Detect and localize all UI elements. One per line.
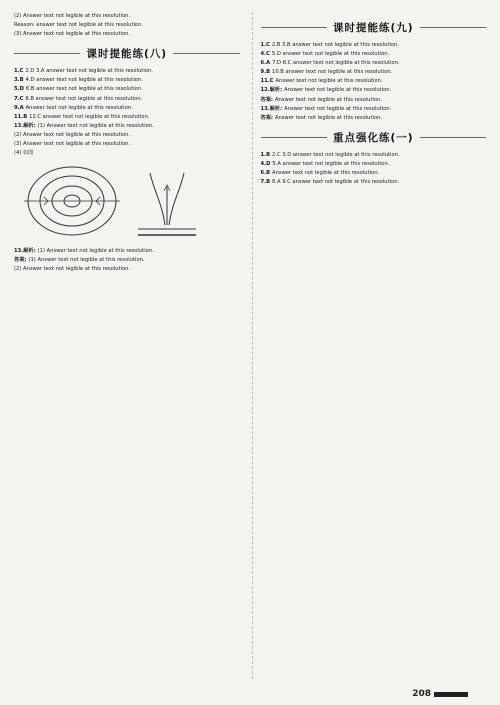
question-number: 4.D <box>260 160 271 167</box>
question-number: 答案: <box>260 114 273 121</box>
answer-text: (2) Answer text not legible at this resolution. <box>14 266 131 273</box>
answer-paragraph <box>14 122 240 130</box>
answer-text: 5.A answer text not legible at this resolution. <box>272 160 390 167</box>
answer-text: 7.D 8.C answer text not legible at this resolution. <box>272 60 400 67</box>
lesson8-answers <box>14 67 240 157</box>
lesson8-answers-continued <box>14 247 240 273</box>
question-number: 3.B <box>14 77 24 84</box>
answer-paragraph <box>14 149 240 157</box>
answer-paragraph <box>261 105 487 113</box>
answer-paragraph <box>14 67 240 75</box>
answer-paragraph <box>14 113 240 121</box>
question-number: 答案: <box>260 96 273 103</box>
question-number: 1.C <box>260 42 270 48</box>
answer-text: 8.A 9.C answer text not legible at this resolution. <box>272 179 400 186</box>
heading-lesson8 <box>14 46 240 61</box>
answer-paragraph <box>261 178 487 186</box>
page-footer <box>412 689 468 699</box>
answer-paragraph <box>14 95 240 103</box>
section-title: 重点强化练(一) <box>332 131 414 144</box>
answer-text: (1) Answer text not legible at this resolution. <box>37 248 154 255</box>
answer-text: 2.C 3.D answer text not legible at this resolution. <box>272 151 400 158</box>
answer-paragraph <box>261 96 487 104</box>
answer-text: (2) Answer text not legible at this resolution. <box>14 131 131 138</box>
answer-paragraph <box>261 50 487 58</box>
answer-text: Answer text not legible at this resolution. <box>275 78 383 85</box>
answer-text: 12.C answer text not legible at this resolution. <box>29 113 150 120</box>
question-number: 1.C <box>14 68 24 75</box>
answer-text: 10.B answer text not legible at this resolution. <box>272 69 393 76</box>
question-number: 5.D <box>14 86 24 93</box>
answer-text: (1) Answer text not legible at this resolution. <box>28 257 145 264</box>
answer-figures <box>22 161 240 241</box>
answer-text: 2.B 3.B answer text not legible at this resolution. <box>271 42 399 48</box>
answer-text: (3) Answer text not legible at this resolution. <box>14 141 131 148</box>
answer-paragraph <box>14 131 240 139</box>
answer-text: 6.B answer text not legible at this resolution. <box>25 86 143 93</box>
review1-answers <box>261 151 487 186</box>
answer-paragraph <box>14 265 240 273</box>
answer-paragraph <box>14 76 240 84</box>
question-number: 答案: <box>14 257 27 264</box>
answer-paragraph <box>261 114 487 122</box>
answer-paragraph <box>14 85 240 93</box>
airflow-diagram <box>136 169 198 241</box>
answer-paragraph <box>261 169 487 177</box>
left-intro <box>14 12 240 38</box>
lesson9-answers <box>261 41 487 122</box>
answer-text: (4) 如图 <box>14 150 34 157</box>
answer-text: Answer text not legible at this resolution. <box>272 170 380 177</box>
answer-paragraph <box>14 140 240 148</box>
answer-text: 2.D 3.A answer text not legible at this resolution. <box>25 68 153 75</box>
question-number: 9.B <box>260 69 271 76</box>
question-number: 13.解析: <box>14 248 36 255</box>
answer-text: (1) Answer text not legible at this resolution. <box>37 122 154 129</box>
section-title: 课时提能练(九) <box>332 22 414 34</box>
answer-text: Answer text not legible at this resolution. <box>25 104 133 111</box>
question-number: 13.解析: <box>260 105 283 112</box>
answer-text: Answer text not legible at this resolution. <box>284 105 392 112</box>
answer-paragraph <box>261 68 487 76</box>
question-number: 11.C <box>260 78 274 85</box>
question-number: 13.解析: <box>14 122 36 129</box>
answer-text: 4.D answer text not legible at this resolution. <box>25 77 143 84</box>
question-number: 4.C <box>260 51 270 58</box>
answer-paragraph <box>261 160 487 168</box>
footer-bar <box>434 692 468 697</box>
heading-lesson9 <box>261 20 487 35</box>
left-column <box>14 12 240 679</box>
answer-text: 5.D answer text not legible at this resolution. <box>271 51 390 58</box>
answer-text: Answer text not legible at this resolution. <box>274 114 383 121</box>
answer-paragraph <box>261 77 487 85</box>
answer-paragraph <box>261 41 487 49</box>
answer-paragraph <box>261 86 487 94</box>
section-title: 课时提能练(八) <box>86 48 168 61</box>
heading-review1 <box>261 130 487 145</box>
question-number: 6.B <box>260 170 271 177</box>
question-number: 6.A <box>260 60 271 67</box>
answer-paragraph <box>14 104 240 112</box>
page-number: 208 <box>412 689 431 699</box>
question-number: 11.B <box>14 113 28 120</box>
answer-paragraph <box>14 247 240 255</box>
answer-text: Answer text not legible at this resolution. <box>284 87 392 94</box>
right-column <box>252 12 487 679</box>
answer-paragraph: (2) Answer text not legible at this resolution. <box>14 13 131 19</box>
answer-paragraph <box>261 151 487 159</box>
question-number: 12.解析: <box>260 87 283 94</box>
question-number: 9.A <box>14 104 24 111</box>
question-number: 1.B <box>260 151 271 158</box>
concentric-circles-diagram <box>22 161 122 241</box>
answer-paragraph <box>14 256 240 264</box>
answer-text: 8.B answer text not legible at this resolution. <box>25 95 143 102</box>
answer-paragraph: (3) Answer text not legible at this resolution. <box>14 31 131 38</box>
answer-paragraph <box>261 59 487 67</box>
question-number: 7.C <box>14 95 24 102</box>
answer-text: Answer text not legible at this resolution. <box>274 96 383 103</box>
answer-paragraph: Reason: answer text not legible at this resolution. <box>14 22 144 29</box>
question-number: 7.B <box>260 179 271 186</box>
